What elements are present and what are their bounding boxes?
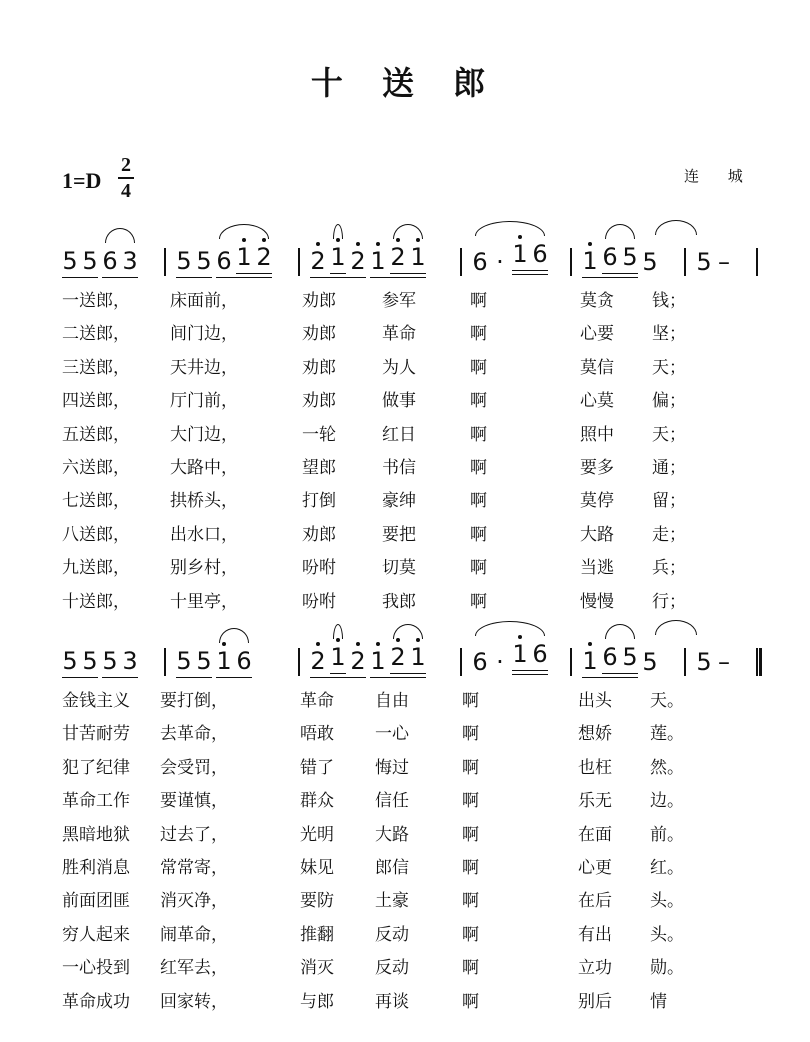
beam-group — [512, 241, 548, 271]
note: 2 — [390, 243, 406, 271]
lyric-word: 穷人起来 — [62, 924, 130, 945]
lyric-word: 前。 — [650, 824, 684, 845]
note: 5 — [196, 247, 212, 275]
lyric-word: 然。 — [650, 757, 684, 778]
lyric-word: 犯了纪律 — [62, 757, 130, 778]
lyric-word: 啊 — [470, 558, 487, 579]
note: 1 — [330, 643, 346, 671]
key-signature: 1=D — [62, 168, 102, 193]
lyric-word: 在面 — [578, 824, 612, 845]
barline — [756, 248, 758, 276]
note: 6 — [532, 240, 548, 268]
barline — [684, 248, 686, 276]
lyric-word: 头。 — [650, 924, 684, 945]
lyric-word: 参军 — [382, 291, 416, 311]
lyric-word: 啊 — [470, 357, 487, 378]
lyric-word: 啊 — [470, 324, 487, 345]
measure — [62, 648, 154, 678]
note: 3 — [122, 247, 138, 275]
lyric-word: 黑暗地狱 — [62, 824, 130, 845]
lyric-word: 要多 — [580, 458, 614, 478]
beam-group — [330, 244, 346, 274]
beam-group — [696, 649, 732, 678]
note: 5 — [176, 247, 192, 275]
lyric-word: 心莫 — [580, 391, 614, 412]
note: 2 — [350, 647, 366, 675]
composer: 连 城 — [684, 167, 755, 185]
beam-group — [602, 244, 638, 274]
time-signature — [118, 154, 134, 202]
lyric-word: 革命成功 — [62, 991, 130, 1012]
lyric-word: 出头 — [578, 691, 612, 711]
lyric-word: 群众 — [300, 791, 334, 812]
measure — [472, 241, 560, 278]
beam-group — [102, 648, 138, 678]
beam-group — [696, 249, 732, 278]
note: 6 — [216, 247, 232, 275]
note: 1 — [512, 640, 528, 668]
note: 5 — [642, 648, 658, 676]
beam-group — [472, 241, 548, 278]
beam-group — [512, 641, 548, 671]
lyric-word: 天； — [652, 424, 686, 445]
measure — [696, 649, 746, 678]
final-barline — [756, 648, 762, 676]
song-title: 十 送 郎 — [310, 64, 500, 102]
beam-group — [642, 249, 658, 278]
lyric-word: 六送郎， — [62, 458, 130, 478]
note: 6 — [532, 640, 548, 668]
beam-group — [236, 244, 272, 274]
lyric-word: 革命工作 — [62, 791, 130, 812]
beam-group — [370, 244, 426, 278]
lyric-word: 七送郎， — [62, 491, 130, 512]
lyric-word: 啊 — [462, 858, 479, 878]
beam-group — [176, 248, 212, 278]
lyric-word: 九送郎， — [62, 558, 130, 579]
lyric-word: 啊 — [462, 958, 479, 979]
lyric-word: 啊 — [462, 924, 479, 945]
lyric-word: 要谨慎， — [160, 791, 228, 812]
lyric-word: 八送郎， — [62, 524, 130, 545]
lyric-word: 自由 — [375, 691, 409, 711]
time-signature-bottom: 4 — [121, 180, 131, 202]
lyric-word: 再谈 — [375, 991, 409, 1012]
lyric-word: 啊 — [470, 424, 487, 445]
lyric-word: 书信 — [382, 458, 416, 478]
lyric-word: 大路中， — [170, 458, 238, 478]
lyric-word: 情 — [650, 991, 667, 1012]
beam-group — [642, 649, 658, 678]
barline — [298, 648, 300, 676]
lyric-word: 啊 — [462, 891, 479, 912]
lyric-word: 留； — [652, 491, 686, 512]
lyric-word: 天。 — [650, 691, 684, 711]
lyric-word: 消灭净， — [160, 891, 228, 912]
tie-arc — [655, 220, 697, 235]
note: 1 — [410, 243, 426, 271]
beam-group — [310, 244, 366, 278]
lyric-word: 一心 — [375, 724, 409, 745]
note: 5 — [62, 247, 78, 275]
lyric-word: 有出 — [578, 924, 612, 945]
lyric-word: 啊 — [470, 291, 487, 311]
lyric-word: 一轮 — [302, 424, 336, 445]
lyric-word: 去革命， — [160, 724, 228, 745]
lyric-word: 革命 — [300, 691, 334, 711]
note: – — [718, 248, 730, 276]
note: 5 — [696, 648, 712, 676]
barline — [570, 648, 572, 676]
lyric-word: 别乡村， — [170, 558, 238, 579]
lyric-word: 豪绅 — [382, 491, 416, 512]
lyric-word: 推翻 — [300, 924, 334, 945]
barline — [164, 648, 166, 676]
lyric-word: 当逃 — [580, 558, 614, 579]
note: 2 — [256, 243, 272, 271]
beam-group — [370, 644, 426, 678]
lyric-word: 十送郎， — [62, 591, 130, 612]
lyric-word: 胜利消息 — [62, 858, 130, 878]
lyric-word: 大路 — [375, 824, 409, 845]
lyric-word: 信任 — [375, 791, 409, 812]
lyric-word: 出水口， — [170, 524, 238, 545]
note: 1 — [410, 643, 426, 671]
tie-arc — [655, 620, 697, 635]
lyric-word: 立功 — [578, 958, 612, 979]
lyric-word: 拱桥头， — [170, 491, 238, 512]
lyric-word: 边。 — [650, 791, 684, 812]
beam-group — [512, 241, 548, 275]
barline — [684, 648, 686, 676]
lyric-word: 金钱主义 — [62, 691, 130, 711]
note: 6 — [602, 243, 618, 271]
lyric-word: 头。 — [650, 891, 684, 912]
lyric-word: 妹见 — [300, 858, 334, 878]
lyric-word: 土豪 — [375, 891, 409, 912]
lyric-word: 光明 — [300, 824, 334, 845]
lyric-word: 啊 — [462, 991, 479, 1012]
note: 1 — [236, 243, 252, 271]
note: 1 — [330, 243, 346, 271]
note: 2 — [350, 247, 366, 275]
lyric-word: 啊 — [462, 724, 479, 745]
note: 1 — [370, 647, 386, 675]
lyric-word: 一送郎， — [62, 291, 130, 311]
lyric-word: 莫贪 — [580, 291, 614, 311]
lyric-word: 床面前， — [170, 291, 238, 311]
lyric-word: 在后 — [578, 891, 612, 912]
lyric-word: 常常寄， — [160, 858, 228, 878]
lyric-word: 郎信 — [375, 858, 409, 878]
note: 5 — [82, 647, 98, 675]
lyric-word: 打倒 — [302, 491, 336, 512]
lyric-word: 别后 — [578, 991, 612, 1012]
lyric-word: 行； — [652, 591, 686, 612]
note: 5 — [622, 643, 638, 671]
note: 2 — [310, 647, 326, 675]
lyric-word: 唔敢 — [300, 724, 334, 745]
lyric-word: 照中 — [580, 424, 614, 445]
lyric-word: 前面团匪 — [62, 891, 130, 912]
beam-group — [176, 648, 212, 678]
lyric-word: 我郎 — [382, 591, 416, 612]
lyric-word: 偏； — [652, 391, 686, 412]
note: 6 — [102, 247, 118, 275]
lyric-word: 啊 — [470, 491, 487, 512]
lyric-word: 啊 — [470, 458, 487, 478]
beam-group — [512, 641, 548, 675]
lyric-word: 坚； — [652, 324, 686, 345]
note: 5 — [622, 243, 638, 271]
note: 6 — [472, 248, 488, 276]
lyric-word: 大门边， — [170, 424, 238, 445]
lyric-word: 红日 — [382, 424, 416, 445]
measure — [176, 244, 288, 278]
lyric-word: 会受罚， — [160, 757, 228, 778]
notation-line-2 — [62, 628, 772, 678]
lyric-word: 要防 — [300, 891, 334, 912]
lyric-word: 啊 — [470, 591, 487, 612]
lyric-word: 三送郎， — [62, 357, 130, 378]
lyric-word: 四送郎， — [62, 391, 130, 412]
lyric-word: 反动 — [375, 958, 409, 979]
lyric-word: 要打倒， — [160, 691, 228, 711]
lyric-word: 走； — [652, 524, 686, 545]
lyric-word: 天； — [652, 357, 686, 378]
lyric-word: 想娇 — [578, 724, 612, 745]
lyric-word: 乐无 — [578, 791, 612, 812]
lyric-word: 闹革命， — [160, 924, 228, 945]
time-signature-top: 2 — [121, 154, 131, 176]
note: – — [718, 648, 730, 676]
lyric-word: 天井边， — [170, 357, 238, 378]
note: 5 — [196, 647, 212, 675]
note: 5 — [696, 248, 712, 276]
note: 2 — [390, 643, 406, 671]
note: 6 — [236, 647, 252, 675]
note: 1 — [370, 247, 386, 275]
measure — [472, 641, 560, 678]
measure — [310, 244, 450, 278]
lyric-word: 回家转， — [160, 991, 228, 1012]
barline — [570, 248, 572, 276]
lyric-word: 啊 — [470, 391, 487, 412]
lyric-word: 切莫 — [382, 558, 416, 579]
lyric-word: 革命 — [382, 324, 416, 345]
measure — [62, 248, 154, 278]
fraction-line — [118, 177, 134, 179]
lyric-word: 也枉 — [578, 757, 612, 778]
lyric-word: 望郎 — [302, 458, 336, 478]
lyric-word: 勋。 — [650, 958, 684, 979]
note: 6 — [472, 648, 488, 676]
note: 5 — [82, 247, 98, 275]
lyric-word: 为人 — [382, 357, 416, 378]
lyric-word: 心要 — [580, 324, 614, 345]
lyric-word: 过去了， — [160, 824, 228, 845]
note: 5 — [62, 647, 78, 675]
barline — [460, 248, 462, 276]
lyric-word: 慢慢 — [580, 591, 614, 612]
lyric-word: 啊 — [470, 524, 487, 545]
lyric-word: 莲。 — [650, 724, 684, 745]
lyric-word: 红。 — [650, 858, 684, 878]
beam-group — [216, 648, 252, 678]
note: 1 — [216, 647, 232, 675]
lyric-word: 劝郎 — [302, 391, 336, 412]
lyric-word: 悔过 — [375, 757, 409, 778]
beam-group — [390, 644, 426, 674]
lyric-word: 与郎 — [300, 991, 334, 1012]
measure — [310, 644, 450, 678]
lyric-word: 错了 — [300, 757, 334, 778]
lyric-word: 莫信 — [580, 357, 614, 378]
lyric-word: 吩咐 — [302, 591, 336, 612]
lyric-word: 要把 — [382, 524, 416, 545]
lyric-word: 心更 — [578, 858, 612, 878]
lyric-word: 吩咐 — [302, 558, 336, 579]
note: 6 — [602, 643, 618, 671]
measure — [582, 644, 674, 678]
lyric-word: 大路 — [580, 524, 614, 545]
beam-group — [582, 644, 638, 678]
beam-group — [330, 644, 346, 674]
beam-group — [102, 248, 138, 278]
lyric-word: 莫停 — [580, 491, 614, 512]
barline — [164, 248, 166, 276]
beam-group — [62, 248, 98, 278]
beam-group — [472, 641, 548, 678]
lyric-word: 做事 — [382, 391, 416, 412]
lyric-word: 一心投到 — [62, 958, 130, 979]
measure — [176, 648, 288, 678]
lyric-word: 劝郎 — [302, 291, 336, 311]
note: 3 — [122, 647, 138, 675]
lyric-word: 间门边， — [170, 324, 238, 345]
beam-group — [216, 244, 272, 278]
beam-group — [602, 644, 638, 674]
lyric-word: 厅门前， — [170, 391, 238, 412]
measure — [696, 249, 746, 278]
note: · — [496, 648, 504, 676]
note: 1 — [512, 240, 528, 268]
lyric-word: 二送郎， — [62, 324, 130, 345]
lyric-word: 劝郎 — [302, 324, 336, 345]
note: 5 — [102, 647, 118, 675]
lyric-word: 啊 — [462, 791, 479, 812]
lyric-word: 啊 — [462, 691, 479, 711]
beam-group — [390, 244, 426, 274]
measure — [582, 244, 674, 278]
note: 2 — [310, 247, 326, 275]
lyric-word: 啊 — [462, 824, 479, 845]
beam-group — [310, 644, 366, 678]
beam-group — [62, 648, 98, 678]
lyric-word: 啊 — [462, 757, 479, 778]
barline — [298, 248, 300, 276]
note: · — [496, 248, 504, 276]
note: 5 — [176, 647, 192, 675]
lyric-word: 甘苦耐劳 — [62, 724, 130, 745]
beam-group — [582, 244, 638, 278]
notation-line-1 — [62, 228, 768, 278]
note: 5 — [642, 248, 658, 276]
barline — [460, 648, 462, 676]
lyric-word: 消灭 — [300, 958, 334, 979]
note: 1 — [582, 647, 598, 675]
note: 1 — [582, 247, 598, 275]
lyric-word: 兵； — [652, 558, 686, 579]
lyric-word: 钱； — [652, 291, 686, 311]
lyric-word: 劝郎 — [302, 524, 336, 545]
lyric-word: 通； — [652, 458, 686, 478]
lyric-word: 劝郎 — [302, 357, 336, 378]
lyric-word: 反动 — [375, 924, 409, 945]
lyric-word: 五送郎， — [62, 424, 130, 445]
lyric-word: 红军去， — [160, 958, 228, 979]
lyric-word: 十里亭， — [170, 591, 238, 612]
